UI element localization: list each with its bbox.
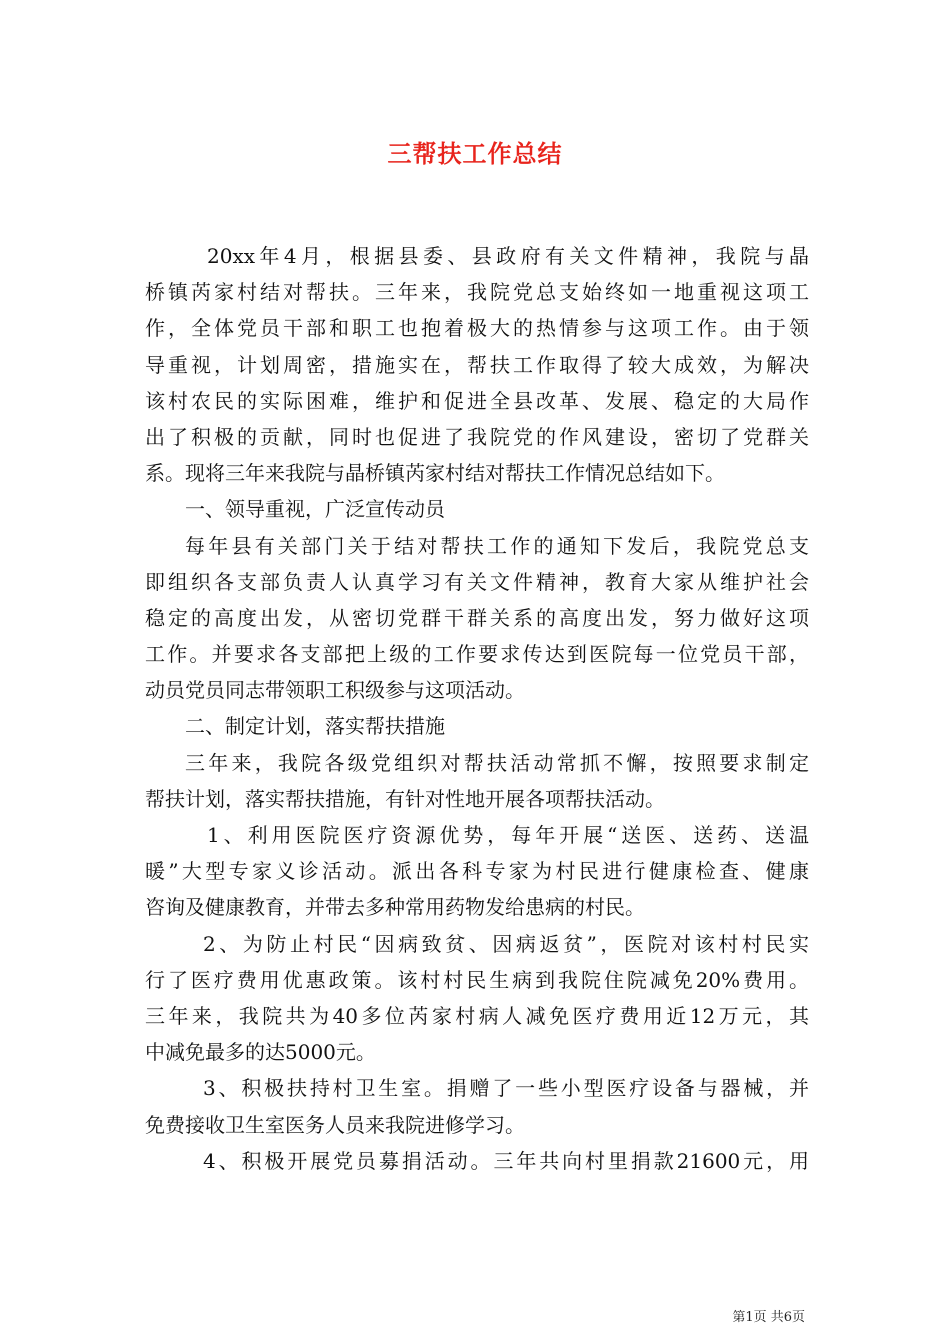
list-item-line: 4、积极开展党员募捐活动。三年共向村里捐款21600元，用 (203, 1148, 809, 1173)
paragraph-line: 动员党员同志带领职工积级参与这项活动。 (145, 678, 525, 703)
paragraph-line: 咨询及健康教育，并带去多种常用药物发给患病的村民。 (145, 895, 645, 920)
paragraph-line: 20xx年4月，根据县委、县政府有关文件精神，我院与晶 (207, 244, 809, 268)
paragraph-line: 三年来，我院各级党组织对帮扶活动常抓不懈，按照要求制定 (185, 750, 809, 775)
paragraph-line: 三年来，我院共为40多位芮家村病人减免医疗费用近12万元，其 (145, 1003, 809, 1028)
paragraph-line: 每年县有关部门关于结对帮扶工作的通知下发后，我院党总支 (185, 533, 809, 558)
list-item-line: 2、为防止村民“因病致贫、因病返贫”，医院对该村村民实 (203, 931, 809, 956)
paragraph-line: 帮扶计划，落实帮扶措施，有针对性地开展各项帮扶活动。 (145, 786, 665, 811)
paragraph-line: 工作。并要求各支部把上级的工作要求传达到医院每一位党员干部， (145, 642, 809, 667)
section-heading: 二、制定计划，落实帮扶措施 (185, 714, 445, 739)
paragraph-line: 行了医疗费用优惠政策。该村村民生病到我院住院减免20%费用。 (145, 967, 809, 992)
list-item-line: 3、积极扶持村卫生室。捐赠了一些小型医疗设备与器械，并 (203, 1076, 809, 1101)
paragraph-line: 桥镇芮家村结对帮扶。三年来，我院党总支始终如一地重视这项工 (145, 280, 809, 305)
paragraph-line: 导重视，计划周密，措施实在，帮扶工作取得了较大成效，为解决 (145, 352, 809, 377)
paragraph-line: 稳定的高度出发，从密切党群干群关系的高度出发，努力做好这项 (145, 605, 809, 630)
paragraph-line: 作，全体党员干部和职工也抱着极大的热情参与这项工作。由于领 (145, 316, 809, 341)
paragraph-line: 该村农民的实际困难，维护和促进全县改革、发展、稳定的大局作 (145, 388, 809, 413)
document-body (145, 238, 809, 1179)
paragraph-line: 出了积极的贡献，同时也促进了我院党的作风建设，密切了党群关 (145, 424, 809, 449)
section-heading: 一、领导重视，广泛宣传动员 (185, 497, 445, 522)
paragraph-line: 即组织各支部负责人认真学习有关文件精神，教育大家从维护社会 (145, 569, 809, 594)
paragraph-line: 免费接收卫生室医务人员来我院进修学习。 (145, 1112, 525, 1137)
list-item-line: 1、利用医院医疗资源优势，每年开展“送医、送药、送温 (207, 823, 809, 847)
page-number: 第1页 共6页 (732, 1310, 805, 1325)
paragraph-line: 系。现将三年来我院与晶桥镇芮家村结对帮扶工作情况总结如下。 (145, 461, 725, 486)
paragraph-line: 中减免最多的达5000元。 (145, 1040, 376, 1065)
document-title: 三帮扶工作总结 (387, 140, 563, 168)
paragraph-line: 暖”大型专家义诊活动。派出各科专家为村民进行健康检查、健康 (145, 859, 809, 884)
